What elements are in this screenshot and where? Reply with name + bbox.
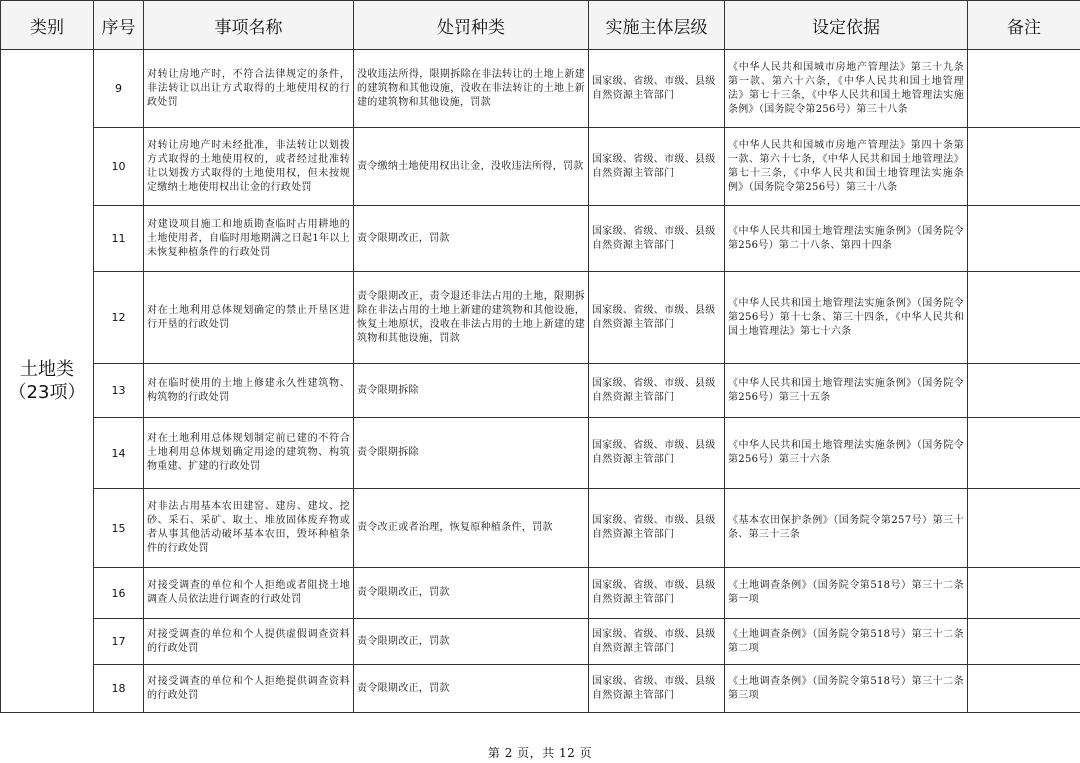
row-penalty: 责令限期改正，责令退还非法占用的土地，限期拆除在非法占用的土地上新建的建筑物和其他设施，恢复土地原状，没收在非法占用的土地上新建的建筑物和其他设施，罚款 [354,272,589,364]
table-row [1,206,1080,272]
row-basis: 《土地调查条例》（国务院令第518号）第三十二条第一项 [725,568,968,619]
row-penalty: 没收违法所得，限期拆除在非法转让的土地上新建的建筑物和其他设施，没收在非法转让的土地上新建的建筑物和其他设施，罚款 [354,50,589,128]
row-item: 对建设项目施工和地质勘查临时占用耕地的土地使用者，自临时用地期满之日起1年以上未恢复种植条件的行政处罚 [144,206,354,272]
category-cell [1,50,94,713]
table-header-row [1,1,1080,50]
row-item: 对在土地利用总体规划确定的禁止开垦区进行开垦的行政处罚 [144,272,354,364]
header-note: 备注 [968,1,1080,50]
row-item: 对转让房地产时未经批准，非法转让以划拨方式取得的土地使用权的，或者经过批准转让以划拨方式取得的土地使用权，但未按规定缴纳土地使用权出让金的行政处罚 [144,128,354,206]
row-number: 11 [94,206,144,272]
table-row [1,272,1080,364]
row-note [968,665,1080,713]
row-note [968,272,1080,364]
row-level: 国家级、省级、市级、县级自然资源主管部门 [589,665,725,713]
header-level: 实施主体层级 [589,1,725,50]
table-row [1,128,1080,206]
row-level: 国家级、省级、市级、县级自然资源主管部门 [589,50,725,128]
row-basis: 《中华人民共和国土地管理法实施条例》（国务院令第256号）第三十五条 [725,364,968,418]
row-number: 12 [94,272,144,364]
row-number: 15 [94,489,144,568]
row-note [968,128,1080,206]
table-row [1,50,1080,128]
header-basis: 设定依据 [725,1,968,50]
row-item: 对接受调查的单位和个人提供虚假调查资料的行政处罚 [144,619,354,665]
row-note [968,418,1080,489]
page-footer: 第 2 页，共 12 页 [487,746,593,760]
row-penalty: 责令限期改正，罚款 [354,619,589,665]
row-level: 国家级、省级、市级、县级自然资源主管部门 [589,272,725,364]
row-note [968,619,1080,665]
row-penalty: 责令改正或者治理，恢复原种植条件，罚款 [354,489,589,568]
row-level: 国家级、省级、市级、县级自然资源主管部门 [589,568,725,619]
row-level: 国家级、省级、市级、县级自然资源主管部门 [589,418,725,489]
row-basis: 《中华人民共和国土地管理法实施条例》（国务院令第256号）第三十六条 [725,418,968,489]
row-basis: 《土地调查条例》（国务院令第518号）第三十二条第三项 [725,665,968,713]
row-basis: 《中华人民共和国土地管理法实施条例》（国务院令第256号）第十七条、第三十四条，《中华人民共和国土地管理法》第七十六条 [725,272,968,364]
row-basis: 《中华人民共和国城市房地产管理法》第三十九条第一款、第六十六条，《中华人民共和国土地管理法》第七十三条，《中华人民共和国土地管理法实施条例》（国务院令第256号）第三十八条 [725,50,968,128]
row-item: 对在临时使用的土地上修建永久性建筑物、构筑物的行政处罚 [144,364,354,418]
row-penalty: 责令限期改正，罚款 [354,206,589,272]
row-basis: 《基本农田保护条例》（国务院令第257号）第三十条、第三十三条 [725,489,968,568]
table-row [1,619,1080,665]
table-row [1,489,1080,568]
table-row [1,418,1080,489]
table-row [1,665,1080,713]
row-item: 对接受调查的单位和个人拒绝或者阻挠土地调查人员依法进行调查的行政处罚 [144,568,354,619]
row-level: 国家级、省级、市级、县级自然资源主管部门 [589,489,725,568]
header-number: 序号 [94,1,144,50]
row-note [968,568,1080,619]
row-item: 对非法占用基本农田建窑、建房、建坟、挖砂、采石、采矿、取土、堆放固体废弃物或者从事其他活动破坏基本农田，毁坏种植条件的行政处罚 [144,489,354,568]
row-basis: 《中华人民共和国城市房地产管理法》第四十条第一款、第六十七条，《中华人民共和国土地管理法》第七十三条，《中华人民共和国土地管理法实施条例》（国务院令第256号）第三十八条 [725,128,968,206]
header-category: 类别 [1,1,94,50]
row-level: 国家级、省级、市级、县级自然资源主管部门 [589,206,725,272]
row-level: 国家级、省级、市级、县级自然资源主管部门 [589,128,725,206]
row-level: 国家级、省级、市级、县级自然资源主管部门 [589,619,725,665]
row-penalty: 责令限期拆除 [354,364,589,418]
row-penalty: 责令缴纳土地使用权出让金，没收违法所得，罚款 [354,128,589,206]
row-number: 13 [94,364,144,418]
row-note [968,364,1080,418]
row-note [968,50,1080,128]
table-row [1,364,1080,418]
row-note [968,206,1080,272]
row-basis: 《土地调查条例》（国务院令第518号）第三十二条第二项 [725,619,968,665]
row-number: 16 [94,568,144,619]
row-number: 18 [94,665,144,713]
row-item: 对转让房地产时，不符合法律规定的条件，非法转让以出让方式取得的土地使用权的行政处罚 [144,50,354,128]
row-number: 14 [94,418,144,489]
row-penalty: 责令限期改正，罚款 [354,665,589,713]
row-number: 9 [94,50,144,128]
row-penalty: 责令限期改正，罚款 [354,568,589,619]
row-level: 国家级、省级、市级、县级自然资源主管部门 [589,364,725,418]
row-item: 对接受调查的单位和个人拒绝提供调查资料的行政处罚 [144,665,354,713]
table-row [1,568,1080,619]
row-penalty: 责令限期拆除 [354,418,589,489]
row-note [968,489,1080,568]
category-count: （23项） [8,382,86,403]
row-item: 对在土地利用总体规划制定前已建的不符合土地利用总体规划确定用途的建筑物、构筑物重建、扩建的行政处罚 [144,418,354,489]
category-name: 土地类 [20,359,74,380]
row-number: 10 [94,128,144,206]
header-penalty: 处罚种类 [354,1,589,50]
header-item: 事项名称 [144,1,354,50]
row-basis: 《中华人民共和国土地管理法实施条例》（国务院令第256号）第二十八条、第四十四条 [725,206,968,272]
row-number: 17 [94,619,144,665]
